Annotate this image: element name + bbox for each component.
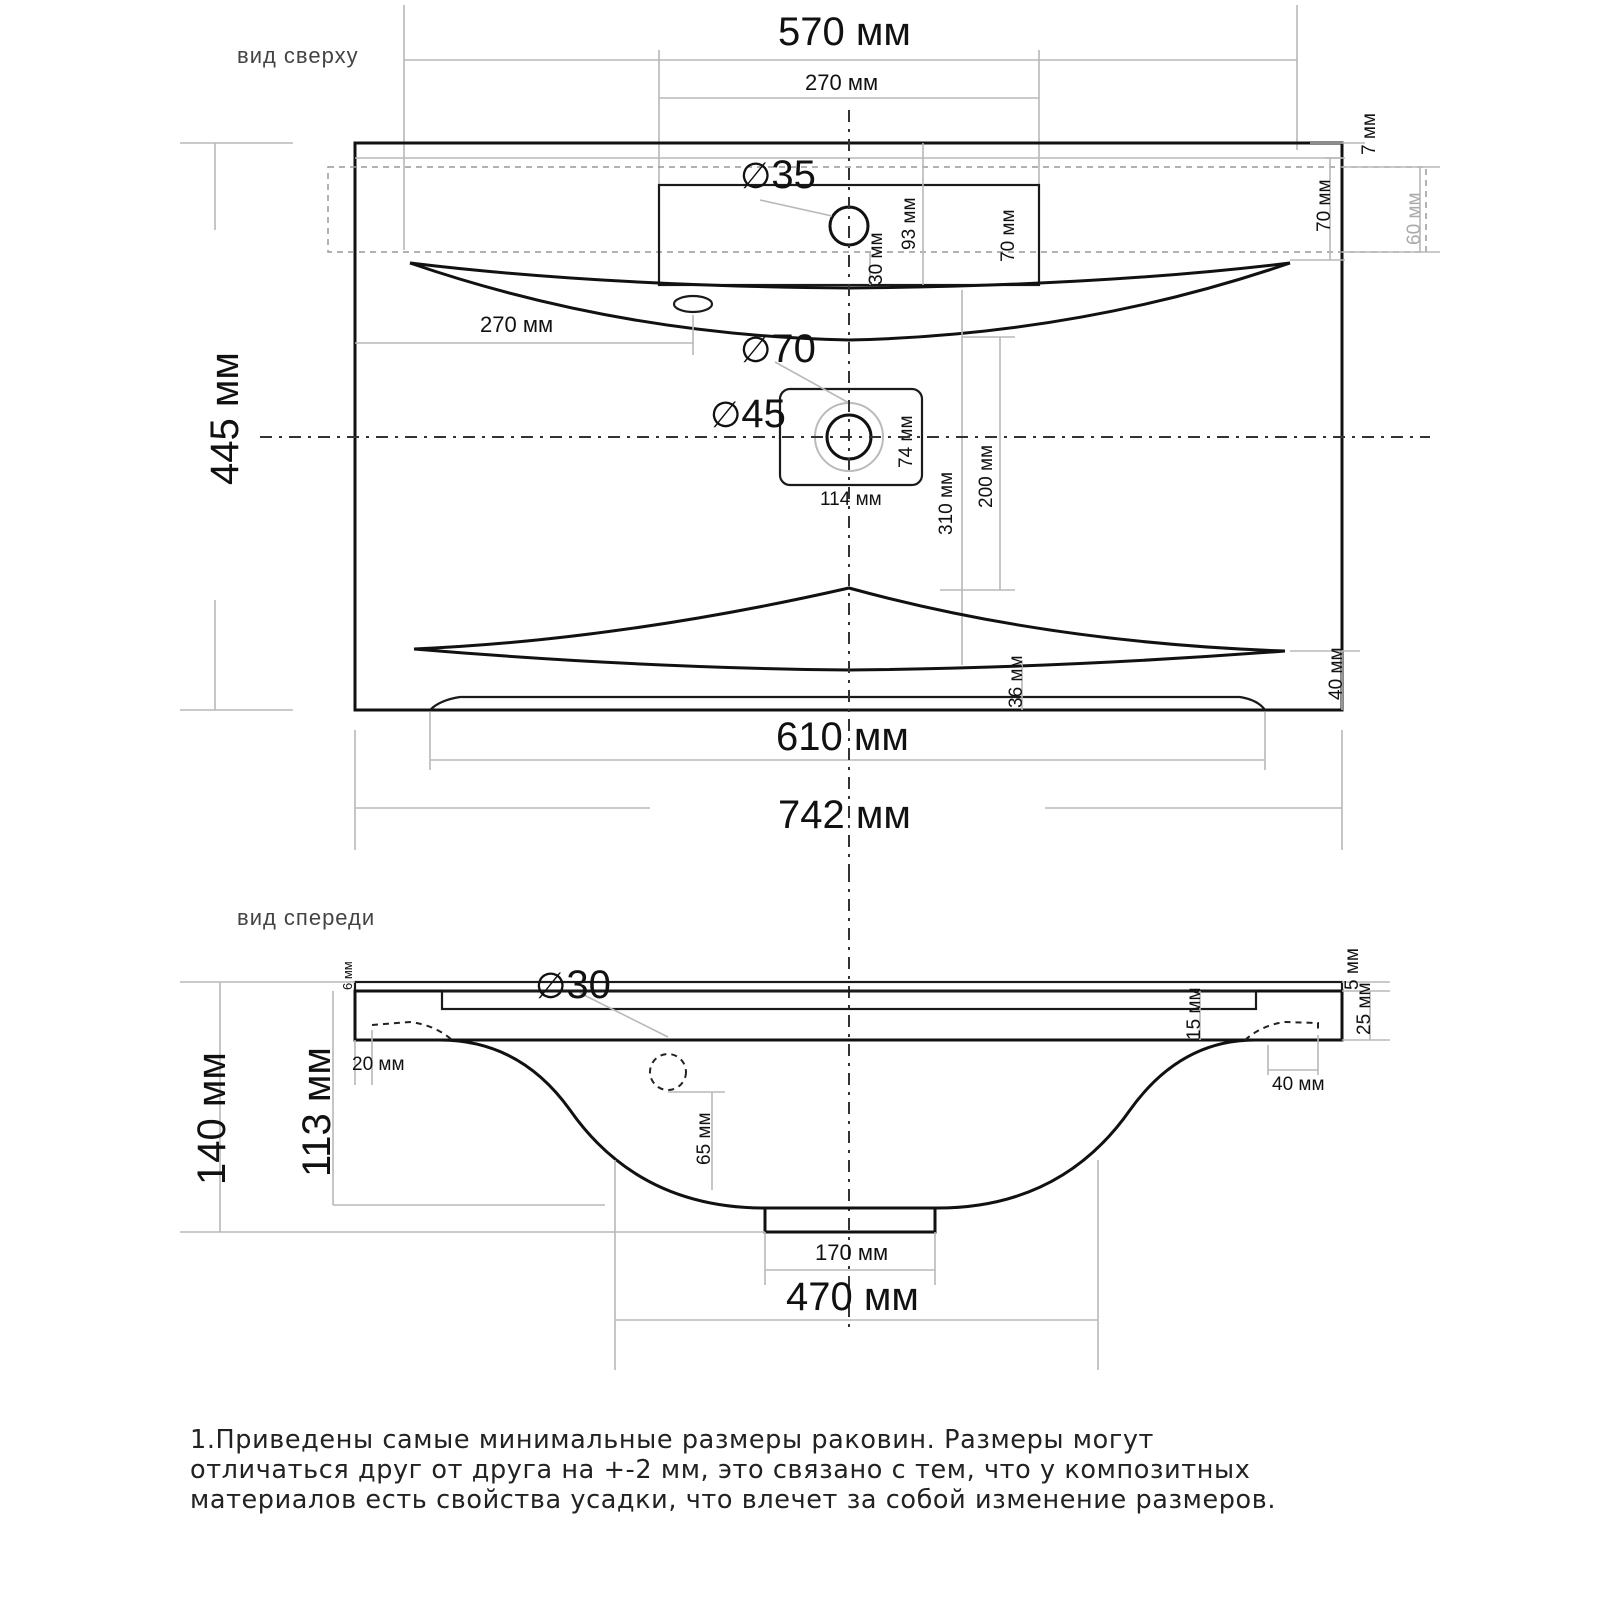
basin-profile (440, 1040, 1255, 1208)
dim-310-label: 310 мм (936, 471, 957, 535)
dim-5-label: 5 мм (1342, 948, 1363, 990)
dia-30-label: ∅30 (535, 963, 611, 1007)
dim-570-label: 570 мм (778, 10, 911, 54)
footnote-line-3: материалов есть свойства усадки, что влечет за собой изменение размеров. (190, 1485, 1277, 1515)
dim-170-label: 170 мм (815, 1240, 889, 1265)
dim-40-front-label: 40 мм (1272, 1074, 1325, 1095)
dia-70-label: ∅70 (740, 327, 816, 371)
dim-60-label: 60 мм (1404, 192, 1425, 245)
overflow-hole (650, 1054, 686, 1090)
dim-30-label: 30 мм (866, 232, 887, 285)
dim-610-label: 610 мм (776, 715, 909, 759)
front-view (180, 870, 1390, 1370)
dim-270-top-label: 270 мм (805, 70, 879, 95)
footnote-line-1: 1.Приведены самые минимальные размеры раковин. Размеры могут (190, 1425, 1154, 1455)
dim-113-label: 113 мм (295, 1047, 339, 1177)
dim-20-label: 20 мм (352, 1054, 405, 1075)
dim-65-label: 65 мм (694, 1112, 715, 1165)
top-view-label: вид сверху (237, 43, 359, 68)
dim-25-label: 25 мм (1354, 982, 1375, 1035)
dia-45-label: ∅45 (710, 392, 786, 436)
dim-140-label: 140 мм (190, 1052, 234, 1185)
overflow-right-dashed (1245, 1022, 1318, 1040)
dim-200-label: 200 мм (976, 444, 997, 508)
dim-36-label: 36 мм (1006, 655, 1027, 708)
top-view (180, 5, 1440, 870)
dim-70-inner-label: 70 мм (998, 209, 1019, 262)
dim-270-left-label: 270 мм (480, 312, 554, 337)
footnote (190, 1425, 1490, 1515)
dim-114-label: 114 мм (820, 489, 882, 510)
front-view-label: вид спереди (237, 905, 376, 930)
dim-470-label: 470 мм (786, 1275, 919, 1319)
dim-93-label: 93 мм (899, 197, 920, 250)
dim-15-label: 15 мм (1184, 987, 1205, 1040)
dim-40-label: 40 мм (1326, 647, 1347, 700)
overflow-left-dashed (372, 1022, 452, 1040)
front-lip (430, 697, 1265, 710)
dim-7-label: 7 мм (1359, 113, 1380, 155)
dim-74-label: 74 мм (896, 415, 917, 468)
dia-35-label: ∅35 (740, 153, 816, 197)
footnote-line-2: отличаться друг от друга на +-2 мм, это связано с тем, что у композитных (190, 1455, 1251, 1485)
dim-70-right-label: 70 мм (1314, 179, 1335, 232)
dim-6-label: 6 мм (340, 961, 355, 990)
overflow-slot (674, 296, 712, 312)
dim-742-label: 742 мм (778, 793, 911, 837)
dim-445-label: 445 мм (203, 352, 247, 485)
